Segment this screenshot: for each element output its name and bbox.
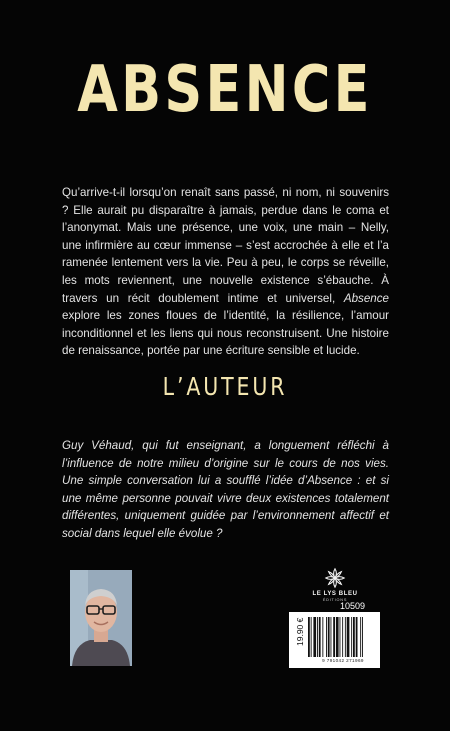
author-portrait-illustration (70, 570, 132, 666)
barcode-bar (322, 617, 323, 657)
barcode-label (289, 612, 380, 668)
publisher-name: LE LYS BLEU (312, 591, 358, 597)
blurb-title-reference: Absence (343, 291, 389, 305)
barcode-bar (326, 617, 327, 657)
barcode (308, 617, 378, 657)
barcode-bar (353, 617, 355, 657)
barcode-bar (336, 617, 339, 657)
barcode-bar (311, 617, 312, 657)
barcode-bar (308, 617, 310, 657)
barcode-bar (319, 617, 321, 657)
barcode-bar (313, 617, 316, 657)
back-cover-blurb (62, 184, 389, 360)
author-photo (70, 570, 132, 666)
barcode-bar (317, 617, 318, 657)
barcode-bar (362, 617, 363, 657)
barcode-bar (356, 617, 358, 657)
barcode-bar (360, 617, 361, 657)
barcode-bar (351, 617, 352, 657)
barcode-bar (347, 617, 350, 657)
barcode-bar (345, 617, 346, 657)
publisher-logo (305, 567, 365, 602)
author-bio: Guy Véhaud, qui fut enseignant, a longuement réfléchi à l’influence de notre milieu d’origine sur le cours de nos vies. Une simple conversation lui a soufflé l’idée d’Absence : et si une même personne pouvait vivre deux existences totalement différentes, uniquement guidée par l’environnement affectif et social dans lequel elle évolue ? (62, 439, 389, 540)
blurb-text-part2: explore les zones floues de l’identité, la résilience, l’amour inconditionnel et les liens qui nous reconstruisent. Une histoire de renaissance, portée par une écriture sensible et lucide. (62, 309, 389, 358)
barcode-bar (328, 617, 330, 657)
author-heading: L’AUTEUR (162, 372, 288, 401)
book-title: ABSENCE (77, 53, 373, 127)
barcode-bar (340, 617, 341, 657)
publisher-subtitle: ÉDITIONS (322, 598, 348, 602)
price: 19.90 € (295, 617, 305, 646)
barcode-bar (342, 617, 343, 657)
isbn-digits: 9 791042 271969 (322, 658, 364, 663)
barcode-bar (333, 617, 335, 657)
reference-code: 10509 (340, 601, 366, 611)
blurb-text-part1: Qu’arrive-t-il lorsqu’on renaît sans passé, ni nom, ni souvenirs ? Elle aurait pu disparaître à jamais, perdue dans le coma et l’anonymat. Mais une présence, une voix, une main – Nelly, une infirmière au cœur immense – s’est accrochée à elle et l’a ramenée lentement vers la vie. Peu à peu, le corps se réveille, les mots reviennent, une nouvelle existence s’ébauche. À travers un récit doublement intime et universel, (62, 186, 389, 305)
barcode-bar (331, 617, 332, 657)
lys-flower-icon (324, 567, 346, 589)
